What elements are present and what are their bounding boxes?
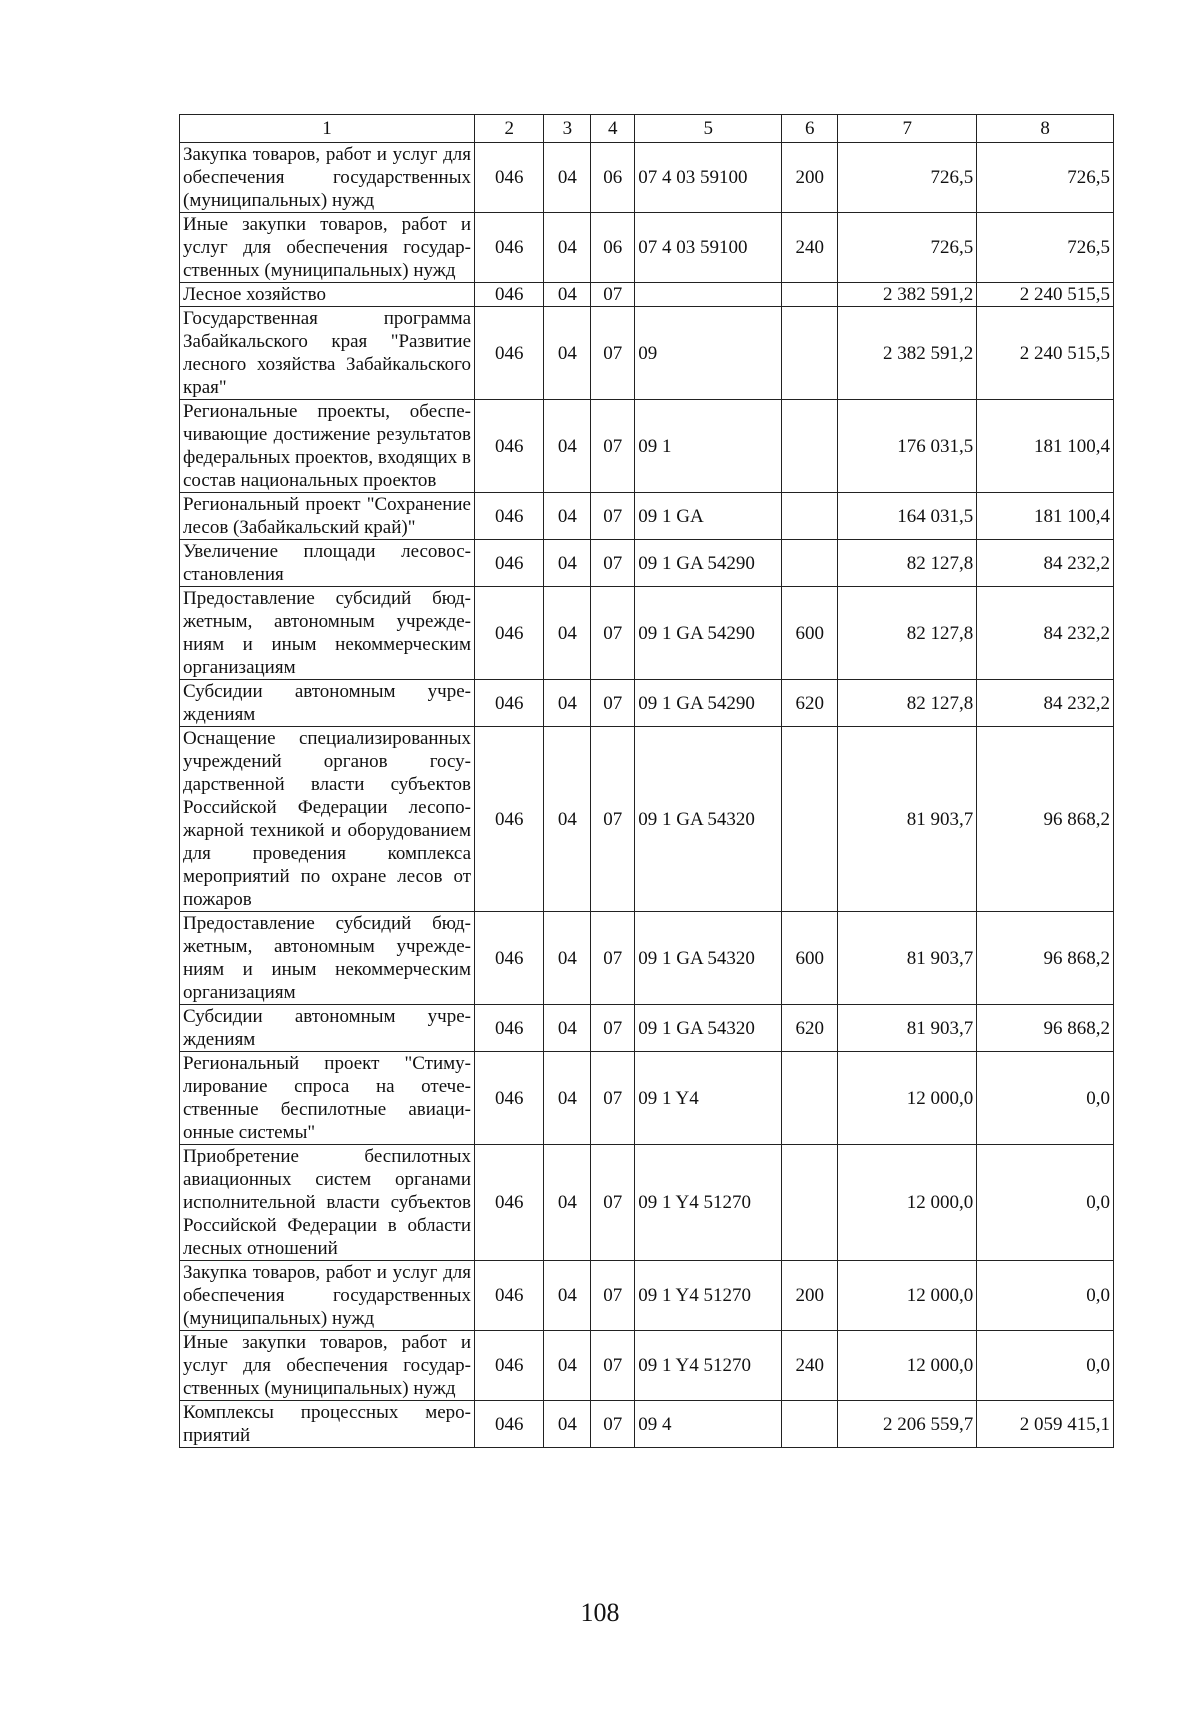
expense-name-cell: Региональные проекты, обеспечивающие достижение результатов федеральных проектов, входящих в состав национальных проектов (180, 400, 475, 493)
subsection-code-cell: 07 (591, 1145, 635, 1261)
table-row (180, 727, 1114, 912)
expense-type-cell (782, 283, 838, 307)
expense-type-cell: 600 (782, 912, 838, 1005)
ministry-code-cell: 046 (475, 1145, 544, 1261)
ministry-code-cell: 046 (475, 587, 544, 680)
expense-type-cell (782, 1145, 838, 1261)
section-code-cell: 04 (544, 1331, 591, 1401)
column-header-8: 8 (977, 115, 1114, 143)
table-row (180, 213, 1114, 283)
amount-year1-cell: 726,5 (838, 213, 977, 283)
target-article-cell: 09 (635, 307, 782, 400)
expense-name-cell: Лесное хозяйство (180, 283, 475, 307)
amount-year2-cell: 96 868,2 (977, 912, 1114, 1005)
amount-year2-cell: 84 232,2 (977, 540, 1114, 587)
amount-year2-cell: 2 240 515,5 (977, 283, 1114, 307)
amount-year1-cell: 164 031,5 (838, 493, 977, 540)
subsection-code-cell: 07 (591, 540, 635, 587)
expense-name-cell: Предоставление субсидий бюджетным, автономным учреждениям и иным некоммерческим организациям (180, 587, 475, 680)
expense-type-cell (782, 493, 838, 540)
target-article-cell: 09 1 GA (635, 493, 782, 540)
amount-year1-cell: 81 903,7 (838, 727, 977, 912)
table-row (180, 540, 1114, 587)
section-code-cell: 04 (544, 1401, 591, 1448)
ministry-code-cell: 046 (475, 400, 544, 493)
column-header-2: 2 (475, 115, 544, 143)
table-row (180, 143, 1114, 213)
target-article-cell: 09 1 GA 54290 (635, 587, 782, 680)
amount-year1-cell: 2 382 591,2 (838, 283, 977, 307)
section-code-cell: 04 (544, 400, 591, 493)
amount-year1-cell: 2 382 591,2 (838, 307, 977, 400)
target-article-cell: 07 4 03 59100 (635, 213, 782, 283)
column-header-3: 3 (544, 115, 591, 143)
table-row (180, 680, 1114, 727)
expense-type-cell: 620 (782, 680, 838, 727)
expense-name-cell: Приобретение беспилотных авиационных систем органами исполнительной власти субъектов Российской Федерации в области лесных отношений (180, 1145, 475, 1261)
amount-year1-cell: 12 000,0 (838, 1145, 977, 1261)
target-article-cell: 09 1 Y4 51270 (635, 1331, 782, 1401)
table-row (180, 307, 1114, 400)
table-row (180, 912, 1114, 1005)
amount-year2-cell: 96 868,2 (977, 727, 1114, 912)
target-article-cell: 09 1 GA 54320 (635, 912, 782, 1005)
amount-year2-cell: 181 100,4 (977, 400, 1114, 493)
subsection-code-cell: 07 (591, 1052, 635, 1145)
expense-type-cell: 200 (782, 143, 838, 213)
table-row (180, 283, 1114, 307)
ministry-code-cell: 046 (475, 912, 544, 1005)
amount-year1-cell: 82 127,8 (838, 587, 977, 680)
ministry-code-cell: 046 (475, 540, 544, 587)
amount-year2-cell: 181 100,4 (977, 493, 1114, 540)
table-row (180, 1145, 1114, 1261)
section-code-cell: 04 (544, 680, 591, 727)
target-article-cell (635, 283, 782, 307)
amount-year1-cell: 82 127,8 (838, 680, 977, 727)
expense-name-cell: Оснащение специализированных учреждений органов государственной власти субъектов Российской Федерации лесопожарной техникой и оборудованием для проведения комплекса мероприятий по охране лесов от пожаров (180, 727, 475, 912)
table-row (180, 587, 1114, 680)
expense-type-cell: 620 (782, 1005, 838, 1052)
ministry-code-cell: 046 (475, 1401, 544, 1448)
ministry-code-cell: 046 (475, 143, 544, 213)
section-code-cell: 04 (544, 307, 591, 400)
subsection-code-cell: 07 (591, 680, 635, 727)
expense-name-cell: Увеличение площади лесовосстановления (180, 540, 475, 587)
ministry-code-cell: 046 (475, 213, 544, 283)
amount-year1-cell: 81 903,7 (838, 912, 977, 1005)
subsection-code-cell: 07 (591, 283, 635, 307)
table-header-row (180, 115, 1114, 143)
amount-year2-cell: 0,0 (977, 1145, 1114, 1261)
subsection-code-cell: 07 (591, 493, 635, 540)
table-row (180, 1005, 1114, 1052)
amount-year1-cell: 12 000,0 (838, 1331, 977, 1401)
subsection-code-cell: 07 (591, 1331, 635, 1401)
target-article-cell: 07 4 03 59100 (635, 143, 782, 213)
section-code-cell: 04 (544, 1261, 591, 1331)
expense-name-cell: Иные закупки товаров, работ и услуг для обеспечения государственных (муниципальных) нужд (180, 213, 475, 283)
subsection-code-cell: 07 (591, 1261, 635, 1331)
ministry-code-cell: 046 (475, 1331, 544, 1401)
expense-name-cell: Комплексы процессных мероприятий (180, 1401, 475, 1448)
page-number: 108 (580, 1598, 620, 1627)
expense-type-cell: 200 (782, 1261, 838, 1331)
column-header-7: 7 (838, 115, 977, 143)
expense-name-cell: Субсидии автономным учреждениям (180, 1005, 475, 1052)
expense-type-cell: 240 (782, 213, 838, 283)
amount-year2-cell: 84 232,2 (977, 680, 1114, 727)
target-article-cell: 09 1 GA 54290 (635, 680, 782, 727)
expense-name-cell: Предоставление субсидий бюджетным, автономным учреждениям и иным некоммерческим организациям (180, 912, 475, 1005)
subsection-code-cell: 06 (591, 213, 635, 283)
section-code-cell: 04 (544, 912, 591, 1005)
expense-type-cell (782, 727, 838, 912)
amount-year1-cell: 12 000,0 (838, 1261, 977, 1331)
expense-name-cell: Субсидии автономным учреждениям (180, 680, 475, 727)
subsection-code-cell: 07 (591, 400, 635, 493)
table-row (180, 1401, 1114, 1448)
column-header-5: 5 (635, 115, 782, 143)
expense-type-cell (782, 400, 838, 493)
amount-year2-cell: 2 059 415,1 (977, 1401, 1114, 1448)
expense-type-cell: 600 (782, 587, 838, 680)
section-code-cell: 04 (544, 213, 591, 283)
section-code-cell: 04 (544, 540, 591, 587)
subsection-code-cell: 07 (591, 307, 635, 400)
amount-year1-cell: 81 903,7 (838, 1005, 977, 1052)
section-code-cell: 04 (544, 143, 591, 213)
budget-table (179, 114, 1114, 1448)
target-article-cell: 09 1 Y4 51270 (635, 1261, 782, 1331)
ministry-code-cell: 046 (475, 727, 544, 912)
section-code-cell: 04 (544, 283, 591, 307)
target-article-cell: 09 1 (635, 400, 782, 493)
subsection-code-cell: 07 (591, 727, 635, 912)
target-article-cell: 09 1 GA 54320 (635, 1005, 782, 1052)
ministry-code-cell: 046 (475, 1052, 544, 1145)
table-body (180, 143, 1114, 1448)
subsection-code-cell: 07 (591, 1005, 635, 1052)
expense-type-cell (782, 540, 838, 587)
column-header-6: 6 (782, 115, 838, 143)
table-row (180, 400, 1114, 493)
subsection-code-cell: 07 (591, 1401, 635, 1448)
expense-type-cell (782, 1401, 838, 1448)
section-code-cell: 04 (544, 493, 591, 540)
section-code-cell: 04 (544, 1052, 591, 1145)
amount-year2-cell: 0,0 (977, 1052, 1114, 1145)
table-row (180, 1261, 1114, 1331)
subsection-code-cell: 07 (591, 912, 635, 1005)
table-row (180, 1052, 1114, 1145)
expense-name-cell: Иные закупки товаров, работ и услуг для обеспечения государственных (муниципальных) нужд (180, 1331, 475, 1401)
section-code-cell: 04 (544, 1145, 591, 1261)
section-code-cell: 04 (544, 727, 591, 912)
amount-year1-cell: 12 000,0 (838, 1052, 977, 1145)
amount-year1-cell: 82 127,8 (838, 540, 977, 587)
expense-type-cell (782, 1052, 838, 1145)
ministry-code-cell: 046 (475, 307, 544, 400)
amount-year2-cell: 726,5 (977, 213, 1114, 283)
target-article-cell: 09 1 Y4 51270 (635, 1145, 782, 1261)
expense-name-cell: Региональный проект "Стимулирование спроса на отечественные беспилотные авиационные системы" (180, 1052, 475, 1145)
subsection-code-cell: 06 (591, 143, 635, 213)
expense-type-cell (782, 307, 838, 400)
amount-year1-cell: 2 206 559,7 (838, 1401, 977, 1448)
expense-name-cell: Закупка товаров, работ и услуг для обеспечения государственных (муниципальных) нужд (180, 143, 475, 213)
expense-name-cell: Государственная программа Забайкальского края "Развитие лесного хозяйства Забайкальского края" (180, 307, 475, 400)
amount-year2-cell: 0,0 (977, 1331, 1114, 1401)
ministry-code-cell: 046 (475, 283, 544, 307)
target-article-cell: 09 1 Y4 (635, 1052, 782, 1145)
amount-year2-cell: 96 868,2 (977, 1005, 1114, 1052)
ministry-code-cell: 046 (475, 1261, 544, 1331)
column-header-4: 4 (591, 115, 635, 143)
ministry-code-cell: 046 (475, 493, 544, 540)
ministry-code-cell: 046 (475, 680, 544, 727)
amount-year2-cell: 2 240 515,5 (977, 307, 1114, 400)
target-article-cell: 09 1 GA 54290 (635, 540, 782, 587)
ministry-code-cell: 046 (475, 1005, 544, 1052)
section-code-cell: 04 (544, 587, 591, 680)
target-article-cell: 09 1 GA 54320 (635, 727, 782, 912)
amount-year2-cell: 726,5 (977, 143, 1114, 213)
column-header-1: 1 (180, 115, 475, 143)
expense-type-cell: 240 (782, 1331, 838, 1401)
amount-year1-cell: 726,5 (838, 143, 977, 213)
amount-year1-cell: 176 031,5 (838, 400, 977, 493)
table-row (180, 1331, 1114, 1401)
target-article-cell: 09 4 (635, 1401, 782, 1448)
amount-year2-cell: 84 232,2 (977, 587, 1114, 680)
section-code-cell: 04 (544, 1005, 591, 1052)
subsection-code-cell: 07 (591, 587, 635, 680)
table-row (180, 493, 1114, 540)
amount-year2-cell: 0,0 (977, 1261, 1114, 1331)
expense-name-cell: Региональный проект "Сохранение лесов (Забайкальский край)" (180, 493, 475, 540)
expense-name-cell: Закупка товаров, работ и услуг для обеспечения государственных (муниципальных) нужд (180, 1261, 475, 1331)
